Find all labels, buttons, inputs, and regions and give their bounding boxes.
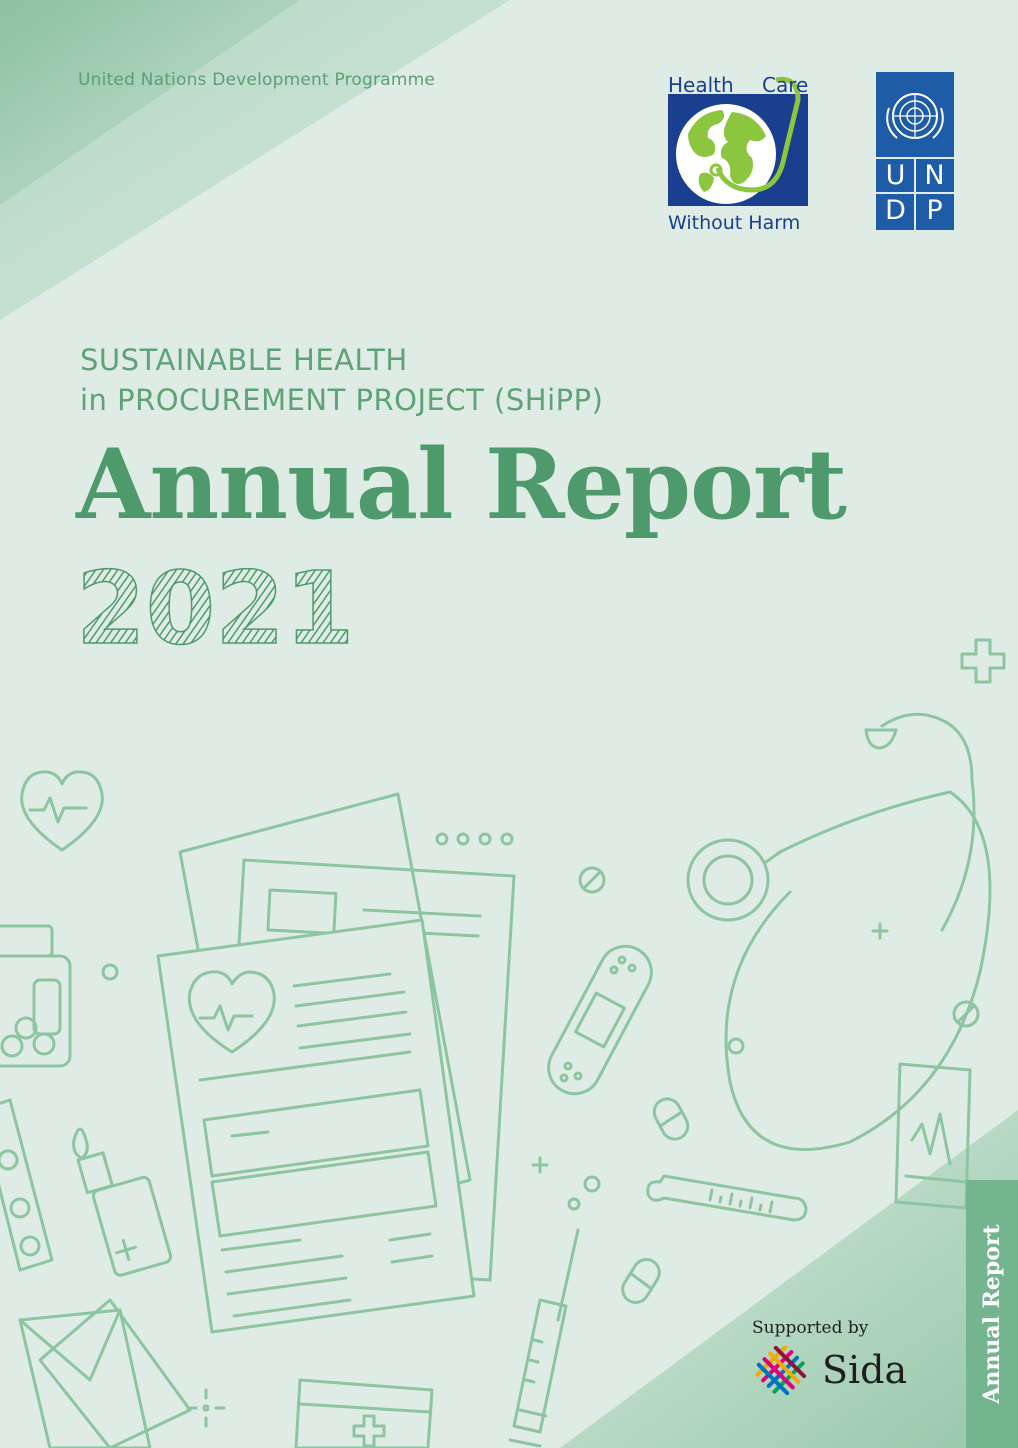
hcwh-logo bbox=[666, 72, 810, 232]
report-year-text: 2021 bbox=[76, 555, 355, 655]
first-aid-kit-icon bbox=[296, 1380, 432, 1448]
subtitle-line-1: SUSTAINABLE HEALTH bbox=[80, 343, 408, 377]
organization-name: United Nations Development Programme bbox=[78, 70, 436, 90]
subtitle-line-2: in PROCUREMENT PROJECT (SHiPP) bbox=[80, 383, 604, 417]
blister-pack-icon bbox=[0, 1100, 52, 1270]
undp-letter-p: P bbox=[926, 195, 943, 226]
thermometer-icon bbox=[648, 1176, 806, 1220]
report-title: Annual Report bbox=[76, 428, 846, 541]
syringe-icon bbox=[510, 1230, 578, 1446]
hcwh-text-care: Care bbox=[762, 73, 809, 97]
sida-logo-icon bbox=[752, 1346, 818, 1402]
side-tab-label: Annual Report bbox=[979, 1224, 1005, 1404]
side-tab bbox=[966, 1180, 1018, 1448]
envelope-icon bbox=[20, 1300, 190, 1448]
undp-logo bbox=[876, 72, 954, 230]
undp-letter-d: D bbox=[885, 195, 906, 226]
supported-by-label: Supported by bbox=[752, 1318, 869, 1338]
globe-stethoscope-icon bbox=[666, 72, 810, 232]
hcwh-text-without-harm: Without Harm bbox=[668, 212, 801, 232]
hcwh-text-health: Health bbox=[668, 73, 734, 97]
supporter-block bbox=[752, 1318, 952, 1408]
undp-letter-u: U bbox=[885, 160, 906, 191]
undp-letter-n: N bbox=[924, 160, 945, 191]
plus-icon bbox=[962, 640, 1004, 682]
project-subtitle bbox=[80, 340, 603, 420]
dropper-bottle-icon bbox=[74, 1129, 172, 1277]
medical-document-icon bbox=[158, 794, 514, 1332]
sida-wordmark: Sida bbox=[822, 1348, 908, 1392]
bandage-icon bbox=[539, 937, 660, 1103]
stethoscope-icon bbox=[688, 714, 990, 1208]
heart-rate-icon bbox=[22, 772, 103, 850]
pill-bottle-icon bbox=[0, 926, 70, 1066]
